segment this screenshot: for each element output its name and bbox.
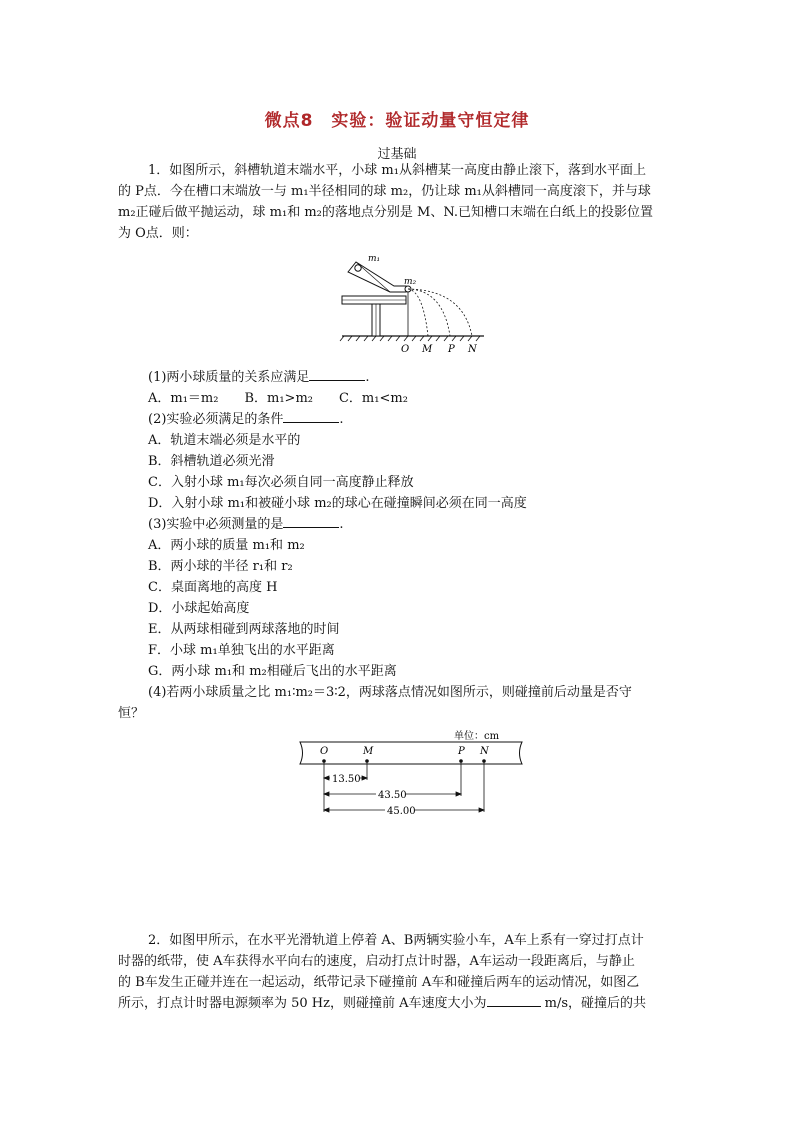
q1-sub3-option-a: A．两小球的质量 m₁和 m₂ xyxy=(148,538,305,553)
q1-text-line2: 的 P点．今在槽口末端放一与 m₁半径相同的球 m₂，仍让球 m₁从斜槽同一高度滚下，并与球 xyxy=(118,184,651,199)
q1-text-line3: m₂正碰后做平抛运动，球 m₁和 m₂的落地点分别是 M、N.已知槽口末端在白纸上的投影位置 xyxy=(118,205,654,220)
q1-sub2-option-b: B．斜槽轨道必须光滑 xyxy=(148,454,275,469)
distance-on: 45.00 xyxy=(387,806,416,817)
q1-sub3-option-f: F．小球 m₁单独飞出的水平距离 xyxy=(148,643,335,658)
q2-text-line4: 所示，打点计时器电源频率为 50 Hz，则碰撞前 A车速度大小为 m/s，碰撞后的共 xyxy=(118,996,647,1011)
label-N: N xyxy=(468,344,477,355)
q1-sub3-option-d: D．小球起始高度 xyxy=(148,601,250,616)
q1-sub3-option-b: B．两小球的半径 r₁和 r₂ xyxy=(148,559,293,574)
ruler-unit: 单位：cm xyxy=(454,731,500,742)
answer-blank-1[interactable] xyxy=(309,368,365,381)
page-title: 微点8 实验：验证动量守恒定律 xyxy=(264,111,530,131)
apparatus-figure xyxy=(338,246,488,356)
label-O: O xyxy=(401,344,410,355)
q1-sub2-option-d: D．入射小球 m₁和被碰小球 m₂的球心在碰撞瞬间必须在同一高度 xyxy=(148,496,527,511)
ball-m1 xyxy=(355,265,361,271)
ruler-label-M: M xyxy=(363,746,374,757)
q1-sub1-options: A．m₁＝m₂ B．m₁>m₂ C．m₁<m₂ xyxy=(148,391,408,406)
q1-sub3: (3)实验中必须测量的是 . xyxy=(148,517,344,532)
label-P: P xyxy=(448,344,455,355)
distance-om: 13.50 xyxy=(332,774,361,785)
q1-sub1: (1)两小球质量的关系应满足 . xyxy=(148,370,370,385)
q2-text-line2: 时器的纸带，使 A车获得水平向右的速度，启动打点计时器，A车运动一段距离后，与静止 xyxy=(118,954,635,969)
ruler-label-O: O xyxy=(320,746,329,757)
answer-blank-2[interactable] xyxy=(283,410,339,423)
label-m2: m₂ xyxy=(404,277,417,287)
q1-sub3-option-c: C．桌面离地的高度 H xyxy=(148,580,278,595)
section-heading: 过基础 xyxy=(377,147,417,162)
label-M: M xyxy=(422,344,433,355)
q1-sub3-option-g: G．两小球 m₁和 m₂相碰后飞出的水平距离 xyxy=(148,664,397,679)
q1-sub3-option-e: E．从两球相碰到两球落地的时间 xyxy=(148,622,340,637)
answer-blank-3[interactable] xyxy=(283,515,339,528)
q1-sub4-line2: 恒？ xyxy=(118,706,145,721)
q1-sub4-line1: (4)若两小球质量之比 m₁∶m₂＝3∶2，两球落点情况如图所示，则碰撞前后动量是否守 xyxy=(148,685,632,700)
q1-sub2: (2)实验必须满足的条件 . xyxy=(148,412,344,427)
q1-sub2-option-a: A．轨道末端必须是水平的 xyxy=(148,433,301,448)
ruler-label-P: P xyxy=(458,746,465,757)
q1-text-line1: 1．如图所示，斜槽轨道末端水平，小球 m₁从斜槽某一高度由静止滚下，落到水平面上 xyxy=(148,163,646,178)
distance-op: 43.50 xyxy=(378,790,407,801)
label-m1: m₁ xyxy=(368,254,381,264)
q1-text-line4: 为 O点．则： xyxy=(118,226,198,241)
landing-points-figure xyxy=(296,728,528,818)
q2-text-line3: 的 B车发生正碰并连在一起运动，纸带记录下碰撞前 A车和碰撞后两车的运动情况，如图乙 xyxy=(118,975,640,990)
q2-text-line1: 2．如图甲所示，在水平光滑轨道上停着 A、B两辆实验小车，A车上系有一穿过打点计 xyxy=(148,933,644,948)
answer-blank-speed[interactable] xyxy=(487,994,541,1007)
ruler-label-N: N xyxy=(480,746,489,757)
q1-sub2-option-c: C．入射小球 m₁每次必须自同一高度静止释放 xyxy=(148,475,414,490)
